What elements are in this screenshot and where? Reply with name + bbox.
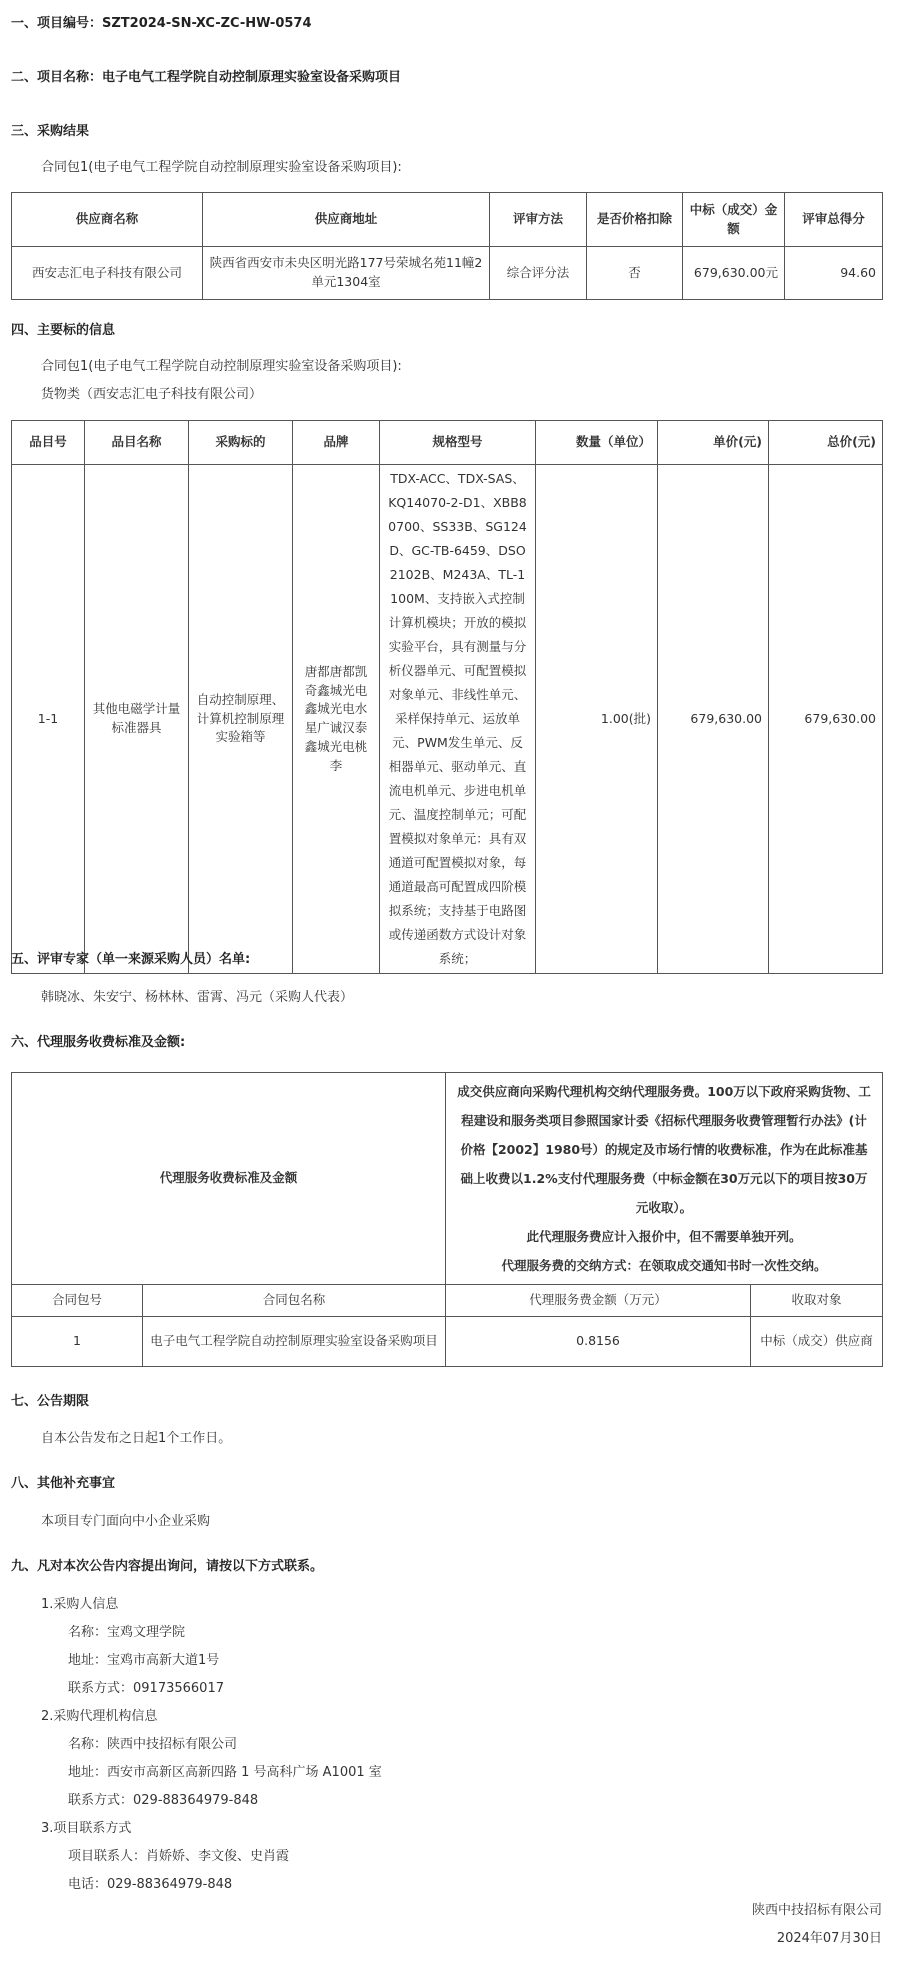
subject-header-cell: 数量（单位） (536, 421, 658, 465)
subject-header-cell: 采购标的 (189, 421, 293, 465)
subject-package-line: 合同包1(电子电气工程学院自动控制原理实验室设备采购项目): (41, 359, 402, 374)
subject-header-cell: 品目号 (12, 421, 85, 465)
total-price-cell: 679,630.00 (769, 465, 883, 974)
result-row (12, 247, 883, 300)
project-number-label: 一、项目编号： (11, 16, 103, 31)
result-header-cell: 是否价格扣除 (587, 193, 683, 247)
project-name (11, 68, 401, 88)
fee-header-cell: 合同包号 (12, 1285, 143, 1317)
result-header-cell: 评审总得分 (785, 193, 883, 247)
fee-standard-label: 代理服务收费标准及金额 (12, 1073, 446, 1285)
subject-header-cell: 总价(元) (769, 421, 883, 465)
subject-header-cell: 规格型号 (380, 421, 536, 465)
fee-paragraph: 代理服务费的交纳方式：在领取成交通知书时一次性交纳。 (501, 1258, 827, 1273)
agency-address: 地址：西安市高新区高新四路 1 号高科广场 A1001 室 (68, 1765, 382, 1780)
section-title-result: 三、采购结果 (11, 124, 90, 139)
purchaser-name: 名称：宝鸡文理学院 (68, 1625, 186, 1640)
fee-header-cell: 合同包名称 (143, 1285, 446, 1317)
subject-header-cell: 单价(元) (658, 421, 769, 465)
fee-payer-cell: 中标（成交）供应商 (751, 1317, 883, 1367)
subject-table (11, 420, 883, 974)
project-name-label: 二、项目名称： (11, 70, 103, 85)
result-header-cell: 供应商地址 (203, 193, 490, 247)
award-amount-cell: 679,630.00元 (683, 247, 785, 300)
period-text: 自本公告发布之日起1个工作日。 (41, 1431, 232, 1446)
signature-org: 陕西中技招标有限公司 (751, 1903, 882, 1918)
fee-header-cell: 代理服务费金额（万元） (446, 1285, 751, 1317)
subject-header-cell: 品目名称 (85, 421, 189, 465)
result-header-cell: 中标（成交）金额 (683, 193, 785, 247)
fee-header-row (12, 1285, 883, 1317)
agency-phone: 联系方式：029-88364979-848 (68, 1793, 259, 1808)
item-no-cell: 1-1 (12, 465, 85, 974)
fee-paragraph: 此代理服务费应计入报价中，但不需要单独开列。 (526, 1229, 802, 1244)
fee-standard-row (12, 1073, 883, 1285)
project-contact-person: 项目联系人：肖娇娇、李文俊、史肖霞 (68, 1849, 290, 1864)
price-deduction-cell: 否 (587, 247, 683, 300)
result-package-line: 合同包1(电子电气工程学院自动控制原理实验室设备采购项目): (41, 160, 402, 175)
expert-names: 韩晓冰、朱安宁、杨林林、雷霄、冯元（采购人代表） (41, 990, 354, 1005)
procurement-subject-cell: 自动控制原理、计算机控制原理实验箱等 (189, 465, 293, 974)
section-title-agency-fee: 六、代理服务收费标准及金额: (11, 1035, 186, 1050)
subject-header-cell: 品牌 (293, 421, 380, 465)
section-title-other: 八、其他补充事宜 (11, 1476, 116, 1491)
agency-fee-table (11, 1072, 883, 1367)
supplier-address-cell: 陕西省西安市未央区明光路177号荣城名苑11幢2单元1304室 (203, 247, 490, 300)
subject-category-line: 货物类（西安志汇电子科技有限公司） (41, 387, 263, 402)
project-number-value: SZT2024-SN-XC-ZC-HW-0574 (102, 16, 312, 31)
section-title-experts: 五、评审专家（单一来源采购人员）名单: (11, 952, 251, 967)
supplier-name-cell: 西安志汇电子科技有限公司 (12, 247, 203, 300)
subject-header-row (12, 421, 883, 465)
package-name-cell: 电子电气工程学院自动控制原理实验室设备采购项目 (143, 1317, 446, 1367)
fee-standard-text (446, 1073, 883, 1285)
purchaser-phone: 联系方式：09173566017 (68, 1681, 224, 1696)
result-table (11, 192, 883, 300)
project-contact-heading: 3.项目联系方式 (41, 1821, 132, 1836)
purchaser-address: 地址：宝鸡市高新大道1号 (68, 1653, 220, 1668)
section-title-period: 七、公告期限 (11, 1394, 90, 1409)
fee-paragraph: 成交供应商向采购代理机构交纳代理服务费。100万以下政府采购货物、工程建设和服务类项目参照国家计委《招标代理服务收费管理暂行办法》(计价格【2002】1980号）的规定及市场行情的收费标准，作为在此标准基础上收费以1.2%支付代理服务费（中标金额在30万元以下的项目按30万元收取）。 (457, 1084, 871, 1215)
subject-row (12, 465, 883, 974)
signature-date: 2024年07月30日 (776, 1931, 882, 1946)
result-header-cell: 评审方法 (490, 193, 587, 247)
project-name-value: 电子电气工程学院自动控制原理实验室设备采购项目 (102, 70, 402, 85)
package-no-cell: 1 (12, 1317, 143, 1367)
item-name-cell: 其他电磁学计量标准器具 (85, 465, 189, 974)
other-text: 本项目专门面向中小企业采购 (41, 1514, 211, 1529)
fee-row (12, 1317, 883, 1367)
total-score-cell: 94.60 (785, 247, 883, 300)
unit-price-cell: 679,630.00 (658, 465, 769, 974)
brand-cell: 唐都唐都凯奇鑫城光电鑫城光电水星广诚汉泰鑫城光电桃李 (293, 465, 380, 974)
purchaser-heading: 1.采购人信息 (41, 1597, 119, 1612)
result-header-row (12, 193, 883, 247)
agency-name: 名称：陕西中技招标有限公司 (68, 1737, 238, 1752)
review-method-cell: 综合评分法 (490, 247, 587, 300)
result-header-cell: 供应商名称 (12, 193, 203, 247)
section-title-contact: 九、凡对本次公告内容提出询问，请按以下方式联系。 (11, 1559, 324, 1574)
fee-amount-cell: 0.8156 (446, 1317, 751, 1367)
fee-header-cell: 收取对象 (751, 1285, 883, 1317)
spec-model-cell: TDX-ACC、TDX-SAS、KQ14070-2-D1、XBB80700、SS33B、SG124D、GC-TB-6459、DSO2102B、M243A、TL-1100M、支持嵌入式控制计算机模块；开放的模拟实验平台，具有测量与分析仪器单元、可配置模拟对象单元、非线性单元、采样保持单元、运放单元、PWM发生单元、反相器单元、驱动单元、直流电机单元、步进电机单元、温度控制单元；可配置模拟对象单元：具有双通道可配置模拟对象，每通道最高可配置成四阶模拟系统；支持基于电路图或传递函数方式设计对象系统； (380, 465, 536, 974)
quantity-cell: 1.00(批) (536, 465, 658, 974)
project-number (11, 14, 312, 34)
agency-heading: 2.采购代理机构信息 (41, 1709, 158, 1724)
project-contact-phone: 电话：029-88364979-848 (68, 1877, 233, 1892)
section-title-subject: 四、主要标的信息 (11, 323, 116, 338)
